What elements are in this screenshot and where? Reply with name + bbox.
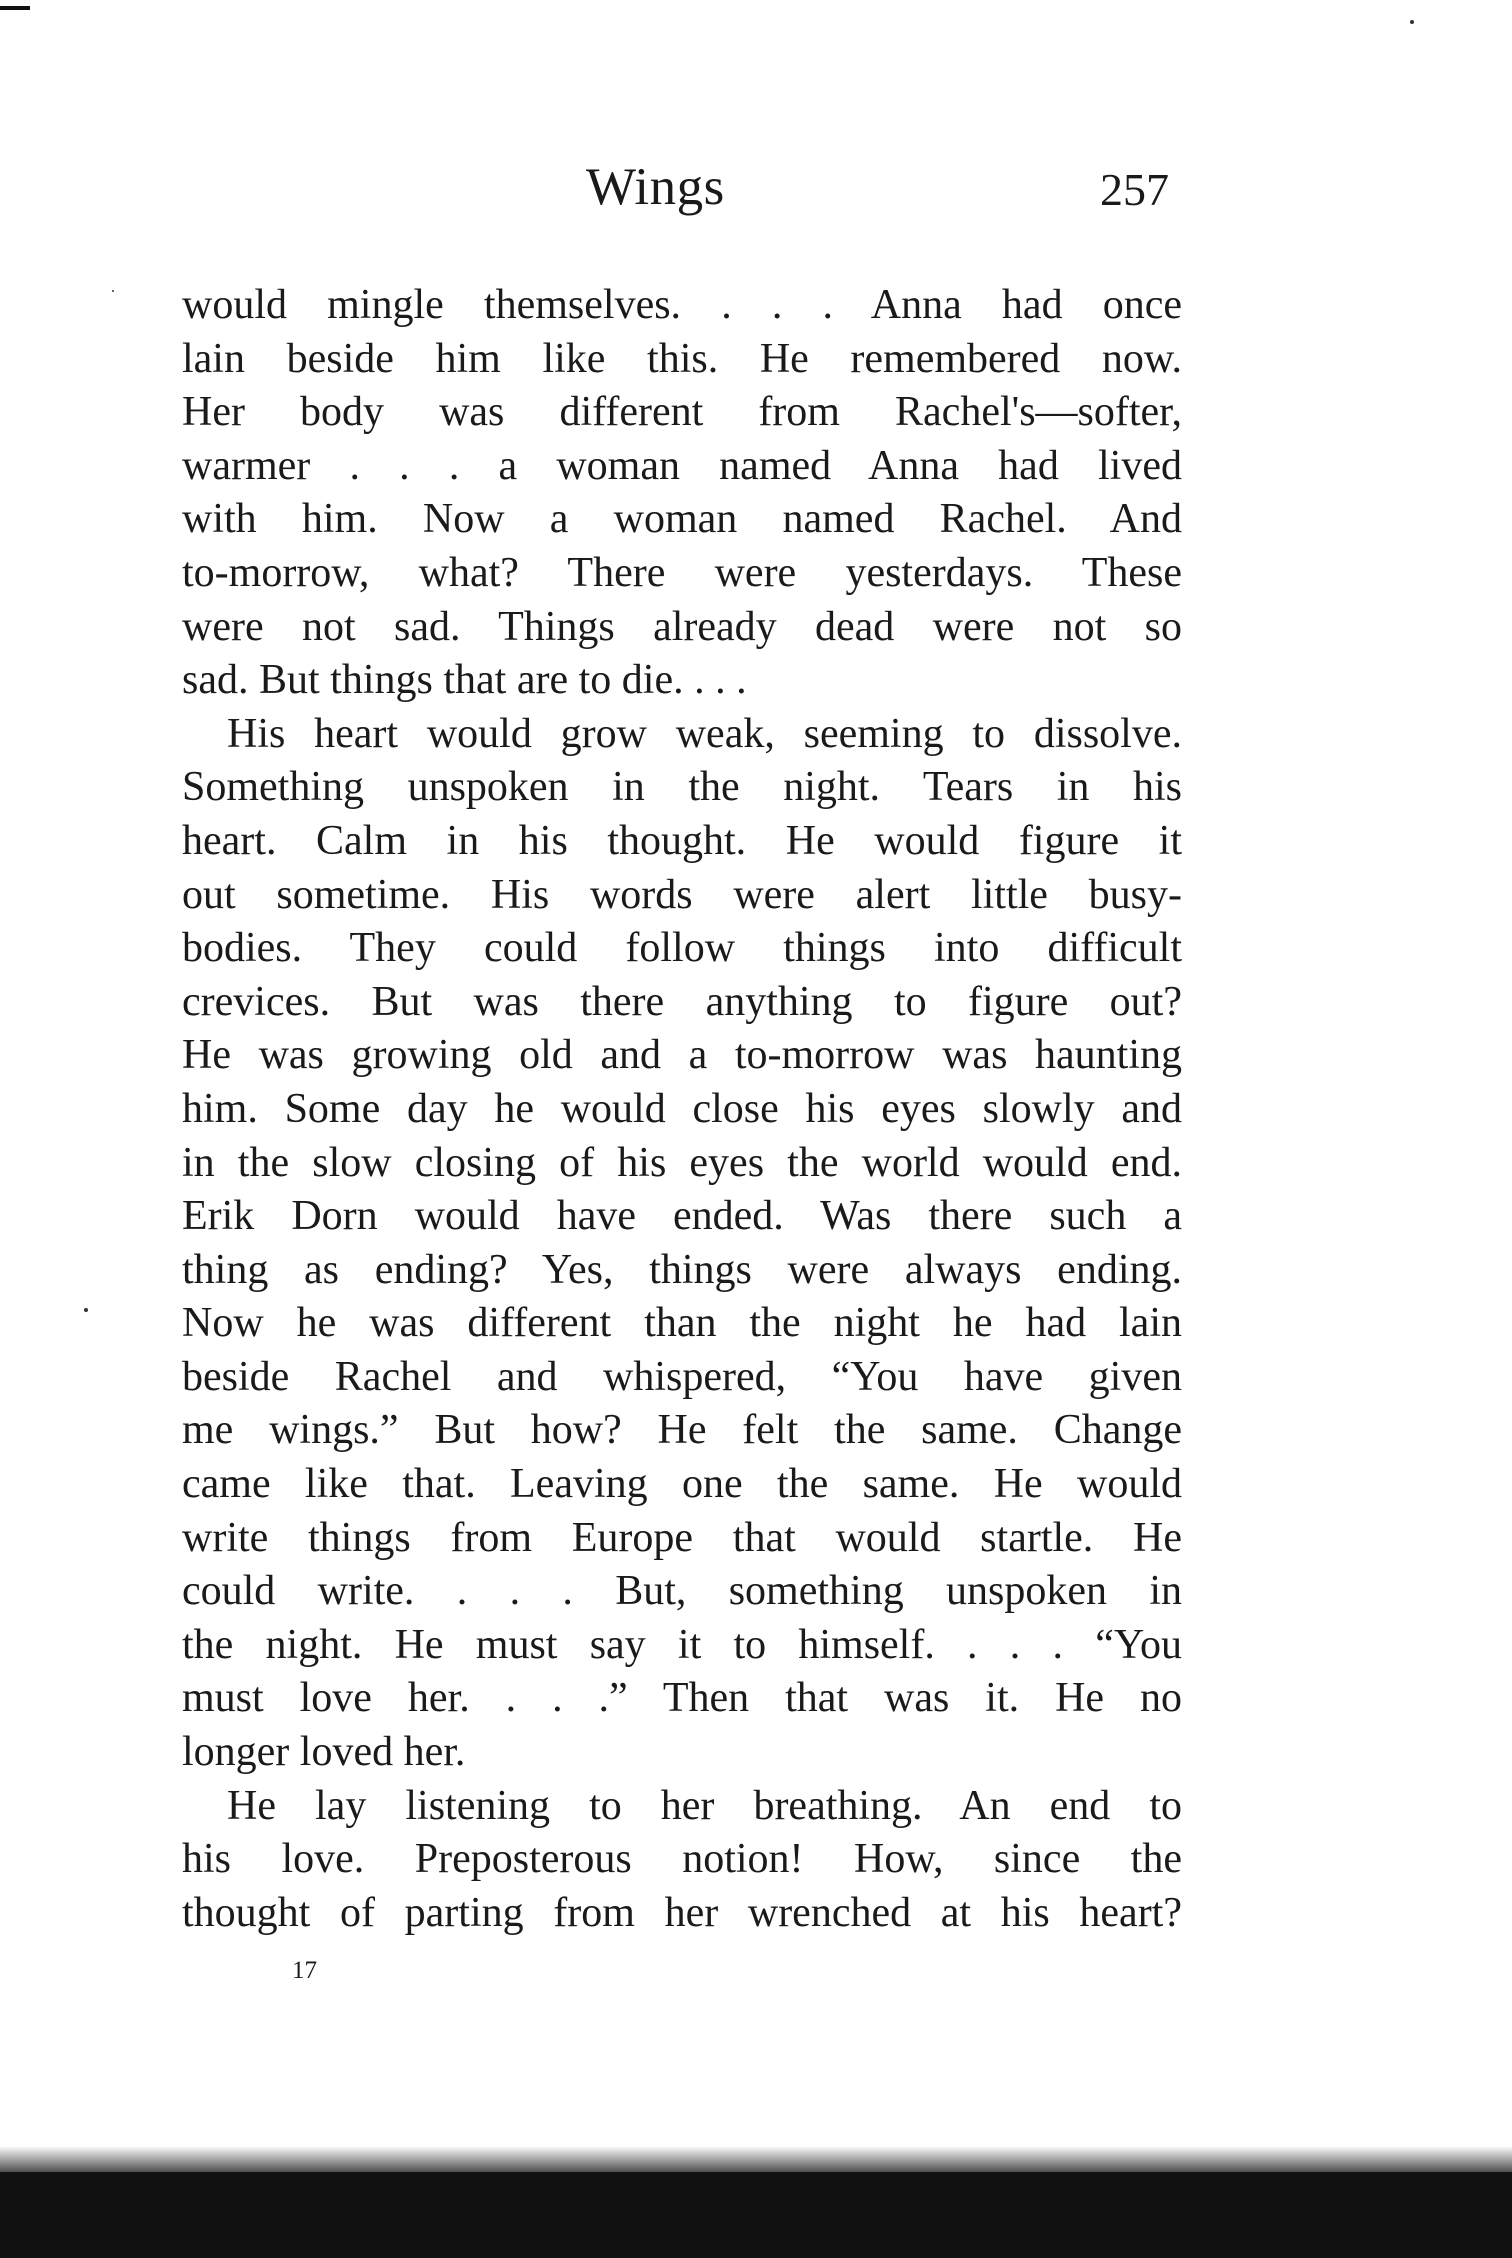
text-line: Now he was different than the night he had lain bbox=[182, 1300, 1182, 1347]
text-line: his love. Preposterous notion! How, since the bbox=[182, 1836, 1182, 1883]
text-line: came like that. Leaving one the same. He would bbox=[182, 1461, 1182, 1508]
text-line: to-morrow, what? There were yesterdays. These bbox=[182, 549, 1182, 596]
scan-bottom-edge bbox=[0, 2172, 1512, 2258]
text-line: lain beside him like this. He remembered now. bbox=[182, 335, 1182, 382]
text-line: heart. Calm in his thought. He would figure it bbox=[182, 817, 1182, 864]
text-line: with him. Now a woman named Rachel. And bbox=[182, 496, 1182, 543]
text-line: Her body was different from Rachel's—softer, bbox=[182, 389, 1182, 436]
text-line: must love her. . . .” Then that was it. He no bbox=[182, 1675, 1182, 1722]
text-line: in the slow closing of his eyes the world would end. bbox=[182, 1139, 1182, 1186]
text-line: sad. But things that are to die. . . . bbox=[182, 657, 747, 704]
text-line: He lay listening to her breathing. An end to bbox=[227, 1782, 1182, 1829]
text-line: me wings.” But how? He felt the same. Change bbox=[182, 1407, 1182, 1454]
text-line: He was growing old and a to-morrow was haunting bbox=[182, 1032, 1182, 1079]
text-line: him. Some day he would close his eyes slowly and bbox=[182, 1085, 1182, 1132]
text-line: His heart would grow weak, seeming to dissolve. bbox=[227, 710, 1182, 757]
text-line: were not sad. Things already dead were not so bbox=[182, 603, 1182, 650]
text-line: Something unspoken in the night. Tears in his bbox=[182, 764, 1182, 811]
text-line: write things from Europe that would startle. He bbox=[182, 1514, 1182, 1561]
text-line: out sometime. His words were alert little busy- bbox=[182, 871, 1182, 918]
scan-speck bbox=[84, 1308, 88, 1312]
scan-speck bbox=[1410, 20, 1414, 24]
text-line: beside Rachel and whispered, “You have given bbox=[182, 1353, 1182, 1400]
signature-mark: 17 bbox=[292, 1957, 317, 1984]
text-line: crevices. But was there anything to figure out? bbox=[182, 978, 1182, 1025]
text-line: could write. . . . But, something unspoken in bbox=[182, 1568, 1182, 1615]
text-line: longer loved her. bbox=[182, 1729, 466, 1776]
text-line: would mingle themselves. . . . Anna had once bbox=[182, 282, 1182, 328]
text-line: thing as ending? Yes, things were always ending. bbox=[182, 1246, 1182, 1293]
page-number: 257 bbox=[1100, 164, 1169, 215]
scan-edge-mark bbox=[0, 6, 30, 10]
text-line: warmer . . . a woman named Anna had lived bbox=[182, 442, 1182, 489]
text-line: Erik Dorn would have ended. Was there such a bbox=[182, 1193, 1182, 1240]
body-text bbox=[182, 279, 1182, 1940]
scan-speck bbox=[112, 290, 114, 292]
text-line: thought of parting from her wrenched at his heart? bbox=[182, 1889, 1182, 1936]
text-line: bodies. They could follow things into difficult bbox=[182, 925, 1182, 972]
text-line: the night. He must say it to himself. . . . “You bbox=[182, 1621, 1182, 1668]
running-head-title: Wings bbox=[586, 158, 725, 216]
